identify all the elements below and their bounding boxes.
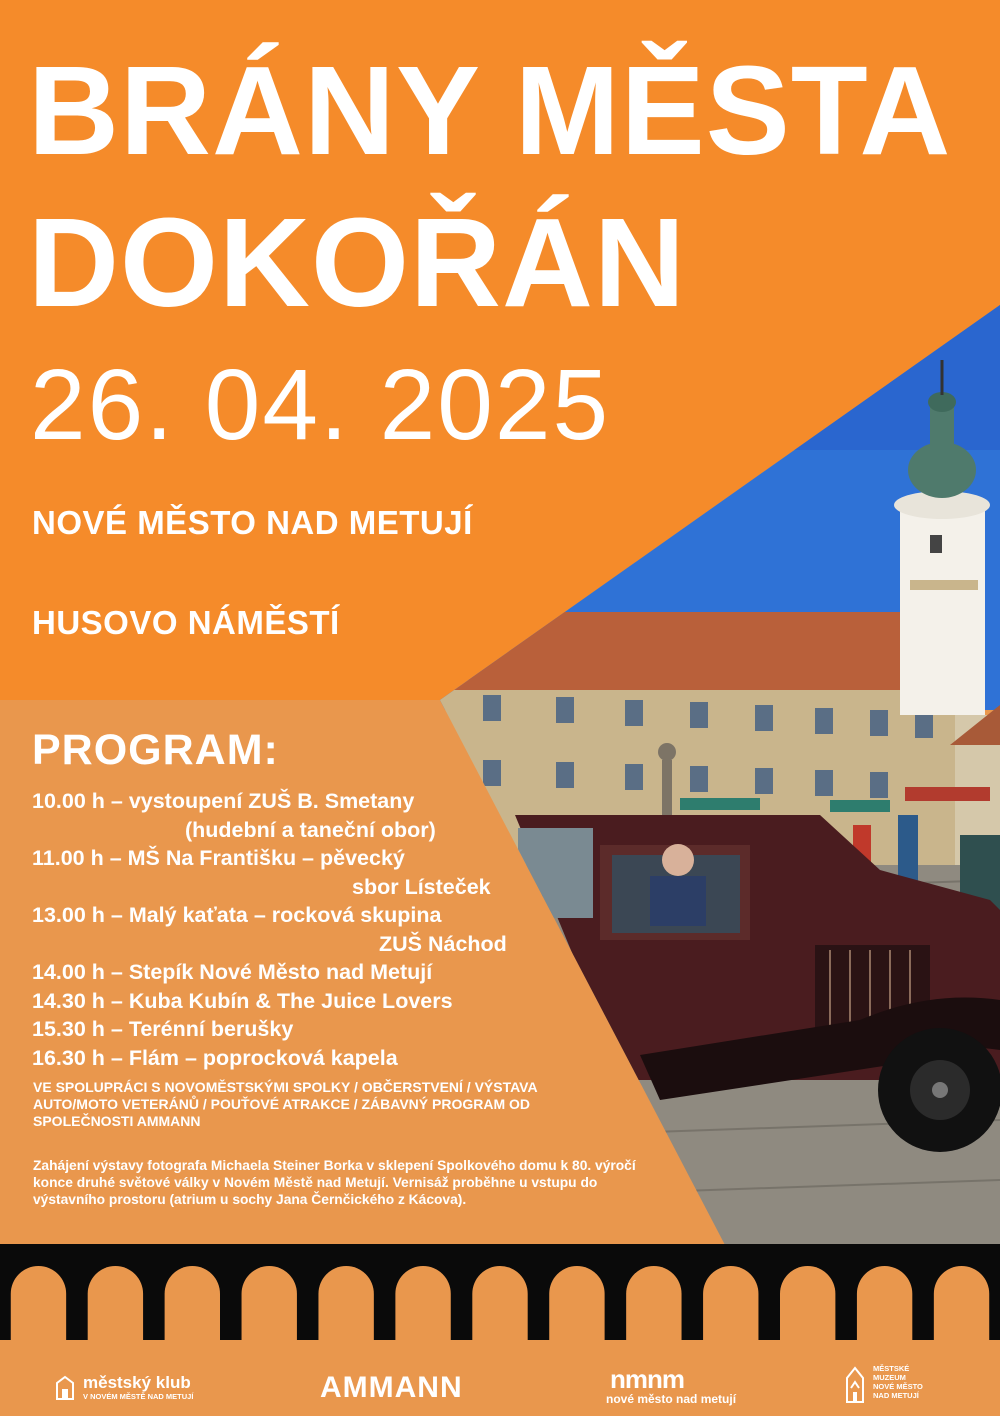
museum-line2: MUZEUM	[873, 1373, 906, 1382]
arch-opening	[165, 1266, 220, 1340]
program-heading: PROGRAM:	[32, 726, 279, 774]
arch-opening	[857, 1266, 912, 1340]
arch-opening	[318, 1266, 373, 1340]
club-subtitle: V NOVÉM MĚSTĚ NAD METUJÍ	[83, 1392, 194, 1401]
location-town: NOVÉ MĚSTO NAD METUJÍ	[32, 504, 473, 541]
event-title-line2: DOKOŘÁN	[28, 192, 686, 333]
program-item: 13.00 h – Malý kaťata – rocková skupina	[32, 903, 442, 927]
cooperation-note: VE SPOLUPRÁCI S NOVOMĚSTSKÝMI SPOLKY / OBČERSTVENÍ / VÝSTAVA AUTO/MOTO VETERÁNŮ / POUŤOVÉ ATRAKCE / ZÁBAVNÝ PROGRAM OD SPOLEČNOSTI AMMANN	[33, 1079, 538, 1129]
arch-opening	[88, 1266, 143, 1340]
museum-emblem-icon	[843, 1364, 867, 1404]
arch-opening	[395, 1266, 450, 1340]
arch-opening	[549, 1266, 604, 1340]
program-item: 11.00 h – MŠ Na Františku – pěvecký	[32, 846, 405, 870]
museum-logo	[843, 1364, 943, 1408]
arch-opening	[934, 1266, 989, 1340]
event-date: 26. 04. 2025	[30, 349, 611, 461]
arch-opening	[11, 1266, 66, 1340]
program-item-continuation: (hudební a taneční obor)	[185, 817, 436, 842]
town-logo-mark: nmnm	[610, 1364, 684, 1394]
museum-line3: NOVÉ MĚSTO	[873, 1382, 923, 1391]
museum-line4: NAD METUJÍ	[873, 1391, 919, 1400]
arch-opening	[703, 1266, 758, 1340]
program-item-continuation: sbor Lísteček	[352, 874, 491, 899]
ammann-logo: AMMANN	[320, 1371, 463, 1404]
program-item: 14.30 h – Kuba Kubín & The Juice Lovers	[32, 988, 453, 1013]
arch-opening	[780, 1266, 835, 1340]
club-name: městský klub	[83, 1373, 191, 1392]
club-emblem-icon	[55, 1375, 75, 1401]
program-item: 15.30 h – Terénní berušky	[32, 1017, 294, 1041]
nove-mesto-logo	[606, 1364, 741, 1408]
mestsky-klub-logo	[55, 1373, 225, 1405]
museum-line1: MĚSTSKÉ	[873, 1364, 910, 1373]
arch-opening	[242, 1266, 297, 1340]
program-item: 10.00 h – vystoupení ZUŠ B. Smetany	[32, 789, 415, 813]
exhibition-note: Zahájení výstavy fotografa Michaela Steiner Borka v sklepení Spolkového domu k 80. výročí konce druhé světové války v Novém Městě nad Metují. Vernisáž proběhne u vstupu do výstavního prostoru (atrium u sochy Jana Černčického z Kácova).	[33, 1158, 636, 1207]
arches-band	[0, 1244, 1000, 1340]
program-item-continuation: ZUŠ Náchod	[379, 931, 507, 956]
arch-opening	[626, 1266, 681, 1340]
arch-opening	[472, 1266, 527, 1340]
program-list	[32, 787, 632, 1072]
event-title-line1: BRÁNY MĚSTA	[28, 40, 952, 181]
town-logo-text: nové město nad metují	[606, 1392, 737, 1406]
program-item: 16.30 h – Flám – poprocková kapela	[32, 1045, 398, 1070]
location-square: HUSOVO NÁMĚSTÍ	[32, 604, 340, 641]
program-item: 14.00 h – Stepík Nové Město nad Metují	[32, 960, 433, 984]
